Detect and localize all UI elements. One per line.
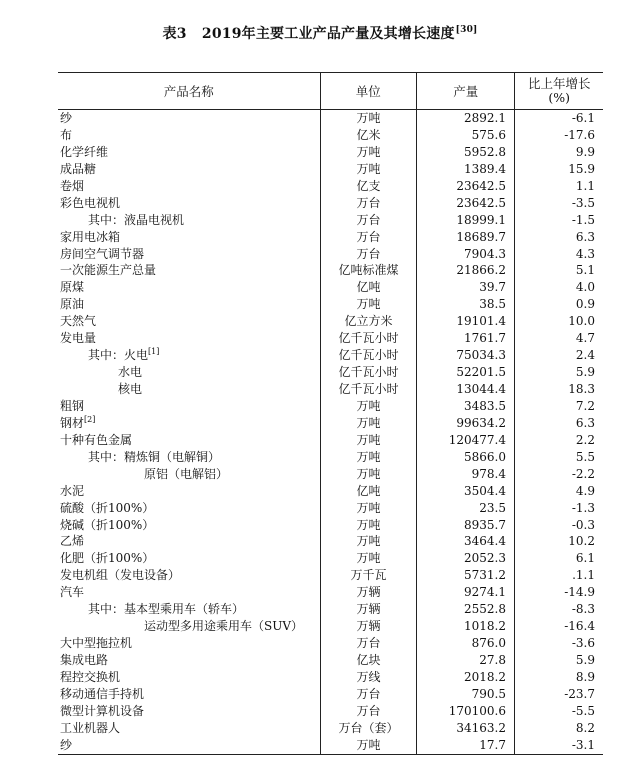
table-row: [58, 178, 603, 195]
product-name: 纱: [60, 737, 73, 752]
unit-cell: 万吨: [321, 533, 417, 550]
output-cell: 3483.5: [417, 398, 515, 415]
product-name-cell: [58, 229, 321, 246]
product-name-cell: [58, 279, 321, 296]
table-row: [58, 567, 603, 584]
growth-cell: 15.9: [568, 161, 595, 176]
product-name-cell: [58, 212, 321, 229]
product-name-cell: [58, 330, 321, 347]
unit-cell: 亿千瓦小时: [321, 364, 417, 381]
growth-cell: 5.9: [575, 653, 595, 667]
table-row: [58, 161, 603, 178]
table-row: [58, 110, 603, 127]
growth-cell: 0.9: [575, 297, 595, 312]
product-name: 化肥（折100%）: [60, 551, 155, 566]
growth-cell: -6.1: [571, 111, 595, 125]
product-name: 粗钢: [60, 398, 85, 413]
product-name: 原铝（电解铝）: [144, 466, 229, 481]
unit-cell: 万吨: [321, 296, 417, 313]
product-name-cell: [58, 127, 321, 144]
product-name: 房间空气调节器: [60, 246, 145, 261]
product-name-cell: [58, 246, 321, 263]
growth-cell: -23.7: [564, 686, 595, 701]
table-row: [58, 364, 603, 381]
growth-cell: 9.9: [575, 144, 595, 159]
product-name-cell: [58, 618, 321, 635]
growth-cell: 5.5: [575, 449, 595, 464]
product-name: 卷烟: [60, 178, 85, 193]
product-name-cell: [58, 669, 321, 686]
product-name: 集成电路: [60, 653, 109, 667]
growth-cell: -0.3: [571, 517, 595, 532]
title-footnote: [30]: [455, 25, 478, 36]
product-name-cell: [58, 635, 321, 652]
output-cell: 3464.4: [417, 533, 515, 550]
table-row: [58, 330, 603, 347]
unit-cell: 万台: [321, 212, 417, 229]
product-name: 发电量: [60, 331, 97, 346]
unit-cell: 万辆: [321, 601, 417, 618]
footnote-marker: [2]: [84, 414, 96, 424]
product-name-cell: [58, 533, 321, 550]
table-row: [58, 517, 603, 534]
output-cell: 38.5: [417, 296, 515, 313]
unit-cell: 万台: [321, 635, 417, 652]
growth-cell: -3.1: [571, 737, 595, 752]
output-cell: 120477.4: [417, 432, 515, 449]
table-row: [58, 246, 603, 263]
product-name-cell: [58, 161, 321, 178]
output-cell: 27.8: [417, 652, 515, 669]
product-name-cell: [58, 567, 321, 584]
product-name-cell: [58, 178, 321, 195]
unit-cell: 万辆: [321, 584, 417, 601]
product-name-cell: [58, 262, 321, 279]
product-name: 运动型多用途乘用车（SUV）: [144, 619, 304, 634]
growth-cell: 10.2: [568, 534, 595, 549]
table-row: [58, 550, 603, 567]
unit-cell: 亿支: [321, 178, 417, 195]
table-row: [58, 483, 603, 500]
unit-cell: 万辆: [321, 618, 417, 635]
table-row: [58, 669, 603, 686]
output-cell: 52201.5: [417, 364, 515, 381]
growth-cell: 6.1: [575, 551, 595, 566]
growth-cell: -3.5: [571, 195, 595, 210]
growth-cell: -14.9: [564, 585, 595, 600]
table-row: [58, 313, 603, 330]
table-row: [58, 144, 603, 161]
output-cell: 39.7: [417, 279, 515, 296]
product-name-cell: [58, 737, 321, 754]
production-table: [58, 72, 603, 755]
unit-cell: 万吨: [321, 517, 417, 534]
unit-cell: 亿吨: [321, 279, 417, 296]
unit-cell: 万台（套）: [321, 720, 417, 737]
output-cell: 5731.2: [417, 567, 515, 584]
table-row: [58, 618, 603, 635]
table-row: [58, 381, 603, 398]
table-title-text: 2019年主要工业产品产量及其增长速度: [201, 26, 455, 42]
product-name-cell: [58, 686, 321, 703]
table-row: [58, 720, 603, 737]
output-cell: 18999.1: [417, 212, 515, 229]
output-cell: 978.4: [417, 466, 515, 483]
unit-cell: 万台: [321, 686, 417, 703]
product-name-cell: [58, 601, 321, 618]
product-name-cell: [58, 517, 321, 534]
unit-cell: 万台: [321, 195, 417, 212]
product-name: 核电: [118, 382, 143, 396]
product-name-cell: [58, 703, 321, 720]
growth-cell: -8.3: [571, 602, 595, 617]
unit-cell: 万线: [321, 669, 417, 686]
product-name-cell: [58, 381, 321, 398]
header-growth-line1: 比上年增长: [527, 76, 591, 91]
unit-cell: 万吨: [321, 110, 417, 127]
table-header: [58, 73, 603, 110]
unit-cell: 亿立方米: [321, 313, 417, 330]
unit-cell: 万台: [321, 703, 417, 720]
product-name: 微型计算机设备: [60, 703, 145, 718]
product-name: 其中：基本型乘用车（轿车）: [88, 602, 245, 617]
table-row: [58, 686, 603, 703]
output-cell: 876.0: [417, 635, 515, 652]
table-row: [58, 195, 603, 212]
growth-cell: 5.9: [575, 365, 595, 380]
output-cell: 13044.4: [417, 381, 515, 398]
growth-cell: 1.1: [575, 178, 595, 193]
growth-cell: 7.2: [575, 398, 595, 413]
table-row: [58, 737, 603, 754]
product-name: 移动通信手持机: [60, 686, 145, 701]
growth-cell: .1.1: [572, 568, 595, 583]
product-name: 其中：精炼铜（电解铜）: [88, 449, 221, 464]
product-name: 程控交换机: [60, 669, 121, 684]
unit-cell: 亿千瓦小时: [321, 381, 417, 398]
output-cell: 2552.8: [417, 601, 515, 618]
table-row: [58, 449, 603, 466]
output-cell: 19101.4: [417, 313, 515, 330]
product-name: 成品糖: [60, 161, 97, 176]
unit-cell: 万吨: [321, 398, 417, 415]
product-name-cell: [58, 483, 321, 500]
product-name: 水泥: [60, 483, 85, 498]
table-row: [58, 533, 603, 550]
output-cell: 23642.5: [417, 178, 515, 195]
product-name-cell: [58, 652, 321, 669]
output-cell: 23642.5: [417, 195, 515, 212]
unit-cell: 亿千瓦小时: [321, 330, 417, 347]
growth-cell: 4.7: [575, 331, 595, 346]
unit-cell: 万台: [321, 246, 417, 263]
unit-cell: 亿吨标准煤: [321, 262, 417, 279]
table-row: [58, 703, 603, 720]
growth-cell: 5.1: [575, 263, 595, 278]
table-row: [58, 262, 603, 279]
table-row: [58, 296, 603, 313]
output-cell: 170100.6: [417, 703, 515, 720]
product-name: 乙烯: [60, 534, 85, 549]
product-name-cell: [58, 313, 321, 330]
product-name-cell: [58, 432, 321, 449]
footnote-marker: [1]: [148, 347, 160, 357]
growth-cell: 6.3: [575, 229, 595, 244]
unit-cell: 亿块: [321, 652, 417, 669]
product-name: 汽车: [60, 585, 85, 600]
unit-cell: 亿米: [321, 127, 417, 144]
header-growth-line2: (%): [548, 90, 571, 105]
table-row: [58, 635, 603, 652]
product-name-cell: [58, 110, 321, 127]
output-cell: 1018.2: [417, 618, 515, 635]
table-row: [58, 432, 603, 449]
header-product-name: 产品名称: [58, 73, 321, 109]
growth-cell: 18.3: [568, 382, 595, 396]
output-cell: 2892.1: [417, 110, 515, 127]
unit-cell: 万吨: [321, 466, 417, 483]
growth-cell: -2.2: [571, 466, 595, 481]
product-name: 家用电冰箱: [60, 229, 121, 244]
output-cell: 1761.7: [417, 330, 515, 347]
product-name-cell: [58, 347, 321, 364]
product-name: 彩色电视机: [60, 195, 121, 210]
growth-cell: 6.3: [575, 415, 595, 430]
unit-cell: 万吨: [321, 550, 417, 567]
product-name: 发电机组（发电设备）: [60, 568, 181, 583]
product-name: 原煤: [60, 280, 85, 295]
growth-cell: -5.5: [571, 703, 595, 718]
output-cell: 2018.2: [417, 669, 515, 686]
table-row: [58, 127, 603, 144]
header-growth: [515, 73, 603, 109]
product-name: 其中：火电: [88, 348, 149, 363]
unit-cell: 万吨: [321, 144, 417, 161]
unit-cell: 万千瓦: [321, 567, 417, 584]
output-cell: 17.7: [417, 737, 515, 754]
product-name-cell: [58, 449, 321, 466]
product-name: 大中型拖拉机: [60, 636, 133, 651]
growth-cell: -3.6: [571, 636, 595, 651]
table-row: [58, 398, 603, 415]
table-title: [0, 23, 640, 43]
product-name: 布: [60, 127, 73, 142]
growth-cell: -16.4: [564, 619, 595, 634]
product-name: 水电: [118, 365, 143, 380]
header-output: 产量: [417, 73, 515, 109]
product-name-cell: [58, 195, 321, 212]
product-name: 硫酸（折100%）: [60, 500, 155, 515]
output-cell: 7904.3: [417, 246, 515, 263]
growth-cell: 2.4: [575, 348, 595, 363]
growth-cell: 8.2: [575, 720, 595, 735]
growth-cell: -1.5: [571, 212, 595, 227]
output-cell: 99634.2: [417, 415, 515, 432]
product-name: 烧碱（折100%）: [60, 517, 155, 532]
unit-cell: 万吨: [321, 432, 417, 449]
table-row: [58, 601, 603, 618]
unit-cell: 亿千瓦小时: [321, 347, 417, 364]
product-name-cell: [58, 415, 321, 432]
table-row: [58, 652, 603, 669]
product-name-cell: [58, 550, 321, 567]
product-name-cell: [58, 144, 321, 161]
output-cell: 1389.4: [417, 161, 515, 178]
growth-cell: -1.3: [571, 500, 595, 515]
table-body: [58, 110, 603, 754]
product-name: 工业机器人: [60, 720, 121, 735]
growth-cell: 10.0: [568, 314, 595, 329]
growth-cell: 4.9: [575, 483, 595, 498]
unit-cell: 万吨: [321, 161, 417, 178]
output-cell: 75034.3: [417, 347, 515, 364]
output-cell: 18689.7: [417, 229, 515, 246]
product-name-cell: [58, 296, 321, 313]
output-cell: 23.5: [417, 500, 515, 517]
output-cell: 575.6: [417, 127, 515, 144]
unit-cell: 万台: [321, 229, 417, 246]
product-name-cell: [58, 466, 321, 483]
product-name: 十种有色金属: [60, 432, 133, 447]
table-row: [58, 584, 603, 601]
product-name: 钢材: [60, 415, 85, 430]
output-cell: 5866.0: [417, 449, 515, 466]
output-cell: 3504.4: [417, 483, 515, 500]
output-cell: 790.5: [417, 686, 515, 703]
growth-cell: 4.0: [575, 280, 595, 295]
table-row: [58, 466, 603, 483]
table-row: [58, 212, 603, 229]
table-row: [58, 347, 603, 364]
product-name-cell: [58, 500, 321, 517]
output-cell: 34163.2: [417, 720, 515, 737]
product-name-cell: [58, 364, 321, 381]
growth-cell: -17.6: [564, 127, 595, 142]
table-label: 表3: [162, 26, 187, 42]
table-row: [58, 500, 603, 517]
growth-cell: 4.3: [575, 246, 595, 261]
product-name: 一次能源生产总量: [60, 263, 157, 278]
output-cell: 21866.2: [417, 262, 515, 279]
growth-cell: 2.2: [575, 432, 595, 447]
product-name: 其中：液晶电视机: [88, 212, 185, 227]
table-row: [58, 279, 603, 296]
growth-cell: 8.9: [575, 669, 595, 684]
output-cell: 8935.7: [417, 517, 515, 534]
table-row: [58, 415, 603, 432]
product-name-cell: [58, 584, 321, 601]
product-name: 纱: [60, 111, 73, 125]
unit-cell: 万吨: [321, 737, 417, 754]
product-name-cell: [58, 398, 321, 415]
unit-cell: 万吨: [321, 500, 417, 517]
product-name: 化学纤维: [60, 144, 109, 159]
product-name: 原油: [60, 297, 85, 312]
header-unit: 单位: [321, 73, 417, 109]
output-cell: 2052.3: [417, 550, 515, 567]
unit-cell: 万吨: [321, 415, 417, 432]
output-cell: 5952.8: [417, 144, 515, 161]
product-name: 天然气: [60, 314, 97, 329]
output-cell: 9274.1: [417, 584, 515, 601]
table-row: [58, 229, 603, 246]
unit-cell: 万吨: [321, 449, 417, 466]
unit-cell: 亿吨: [321, 483, 417, 500]
product-name-cell: [58, 720, 321, 737]
